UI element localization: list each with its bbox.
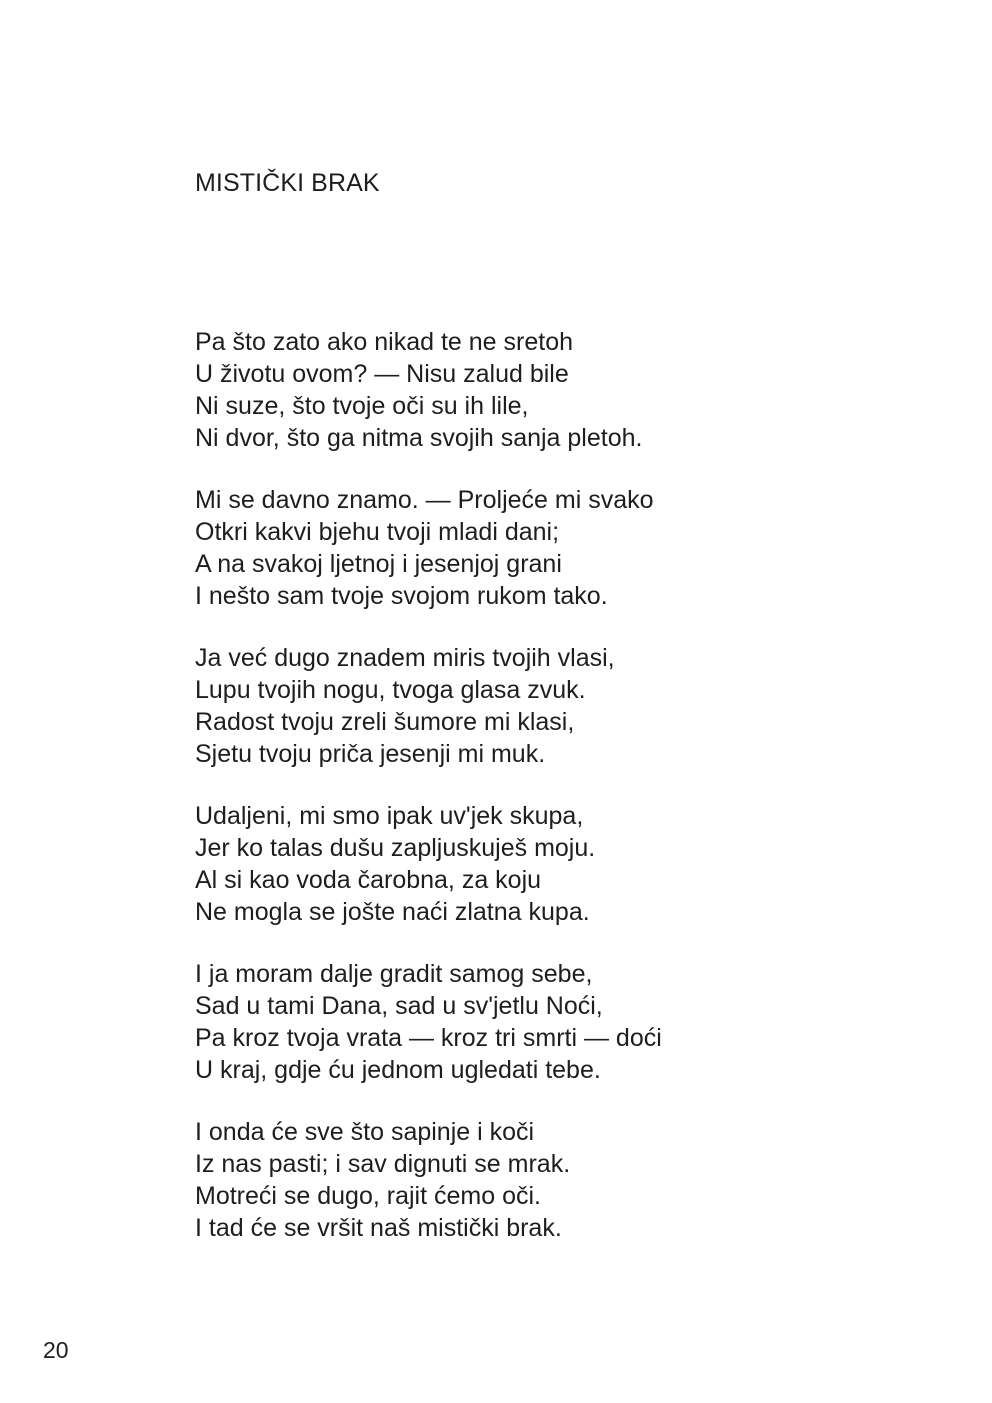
verse-line: Jer ko talas dušu zapljuskuješ moju. xyxy=(195,834,596,862)
verse-line: Al si kao voda čarobna, za koju xyxy=(195,866,542,894)
verse-line: Ni suze, što tvoje oči su ih lile, xyxy=(195,392,529,420)
stanza-1 xyxy=(195,326,835,454)
stanza-6 xyxy=(195,1116,835,1244)
verse-line: I nešto sam tvoje svojom rukom tako. xyxy=(195,582,608,610)
verse-line: A na svakoj ljetnoj i jesenjoj grani xyxy=(195,550,562,578)
verse-line: I ja moram dalje gradit samog sebe, xyxy=(195,960,593,988)
verse-line: Sad u tami Dana, sad u sv'jetlu Noći, xyxy=(195,992,603,1020)
stanza-5 xyxy=(195,958,835,1086)
verse-line: I tad će se vršit naš mistički brak. xyxy=(195,1214,562,1242)
verse-line: I onda će sve što sapinje i koči xyxy=(195,1118,535,1146)
verse-line: Pa što zato ako nikad te ne sretoh xyxy=(195,328,574,356)
verse-line: Ja već dugo znadem miris tvojih vlasi, xyxy=(195,644,615,672)
verse-line: Lupu tvojih nogu, tvoga glasa zvuk. xyxy=(195,676,586,704)
stanza-4 xyxy=(195,800,835,928)
stanza-3 xyxy=(195,642,835,770)
verse-line: Ni dvor, što ga nitma svojih sanja pletoh. xyxy=(195,424,643,452)
poem-body xyxy=(195,326,835,1274)
verse-line: Udaljeni, mi smo ipak uv'jek skupa, xyxy=(195,802,584,830)
page-number: 20 xyxy=(43,1337,69,1363)
verse-line: Sjetu tvoju priča jesenji mi muk. xyxy=(195,740,546,768)
verse-line: Mi se davno znamo. — Proljeće mi svako xyxy=(195,486,654,514)
verse-line: U kraj, gdje ću jednom ugledati tebe. xyxy=(195,1056,601,1084)
verse-line: Pa kroz tvoja vrata — kroz tri smrti — doći xyxy=(195,1024,662,1052)
verse-line: Otkri kakvi bjehu tvoji mladi dani; xyxy=(195,518,560,546)
poem-title: MISTIČKI BRAK xyxy=(195,169,380,197)
verse-line: Radost tvoju zreli šumore mi klasi, xyxy=(195,708,575,736)
stanza-2 xyxy=(195,484,835,612)
verse-line: Ne mogla se jošte naći zlatna kupa. xyxy=(195,898,590,926)
verse-line: U životu ovom? — Nisu zalud bile xyxy=(195,360,569,388)
verse-line: Motreći se dugo, rajit ćemo oči. xyxy=(195,1182,541,1210)
verse-line: Iz nas pasti; i sav dignuti se mrak. xyxy=(195,1150,571,1178)
